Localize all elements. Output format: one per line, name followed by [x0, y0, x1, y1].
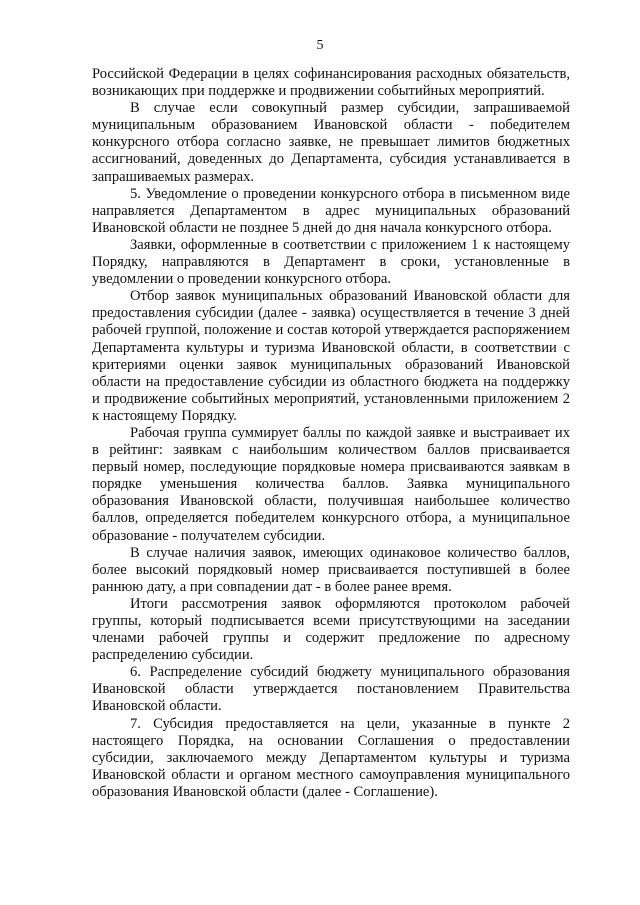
paragraph-results-protocol: Итоги рассмотрения заявок оформляются протоколом рабочей группы, который подписывается всеми присутствующими на заседании членами рабочей группы и содержит предложение по адресному распределению субсидии. — [92, 595, 570, 664]
document-body — [92, 66, 570, 801]
paragraph-equal-points: В случае наличия заявок, имеющих одинаковое количество баллов, более высокий порядковый номер присваивается поступившей в более раннюю дату, а при совпадении дат - в более ранее время. — [92, 544, 570, 595]
paragraph-applications: Заявки, оформленные в соответствии с приложением 1 к настоящему Порядку, направляются в Департамент в сроки, установленные в уведомлении о проведении конкурсного отбора. — [92, 236, 570, 288]
paragraph-selection: Отбор заявок муниципальных образований Ивановской области для предоставления субсидии (далее - заявка) осуществляется в течение 3 дней рабочей группой, положение и состав которой утверждается распоряжением Департамента культуры и туризма Ивановской области, в соответствии с критериями оценки заявок муниципальных образований Ивановской области на предоставление субсидии из областного бюджета на поддержку и продвижение событийных мероприятий, установленными приложением 2 к настоящему Порядку. — [92, 288, 570, 424]
page-number: 5 — [316, 38, 324, 53]
paragraph-subsidy-size: В случае если совокупный размер субсидии, запрашиваемой муниципальным образованием Ивановской области - победителем конкурсного отбора согласно заявке, не превышает лимитов бюджетных ассигнований, доведенных до Департамента, субсидия устанавливается в запрашиваемых размерах. — [92, 100, 570, 185]
paragraph-item-5-notification: 5. Уведомление о проведении конкурсного отбора в письменном виде направляется Департаментом в адрес муниципальных образований Ивановской области не позднее 5 дней до дня начала конкурсного отбора. — [92, 185, 570, 236]
paragraph-item-6-distribution: 6. Распределение субсидий бюджету муниципального образования Ивановской области утверждается постановлением Правительства Ивановской области. — [92, 664, 570, 715]
paragraph-rating: Рабочая группа суммирует баллы по каждой заявке и выстраивает их в рейтинг: заявкам с наибольшим количеством баллов присваивается первый номер, последующие порядковые номера присваиваются заявкам в порядке уменьшения количества баллов. Заявка муниципального образования Ивановской области, получившая наибольшее количество баллов, определяется победителем конкурсного отбора, а муниципальное образование - получателем субсидии. — [92, 424, 570, 544]
paragraph-continuation: Российской Федерации в целях софинансирования расходных обязательств, возникающих при поддержке и продвижении событийных мероприятий. — [92, 66, 570, 100]
paragraph-item-7-agreement: 7. Субсидия предоставляется на цели, указанные в пункте 2 настоящего Порядка, на основании Соглашения о предоставлении субсидии, заключаемого между Департаментом культуры и туризма Ивановской области и органом местного самоуправления муниципального образования Ивановской области (далее - Соглашение). — [92, 715, 570, 800]
